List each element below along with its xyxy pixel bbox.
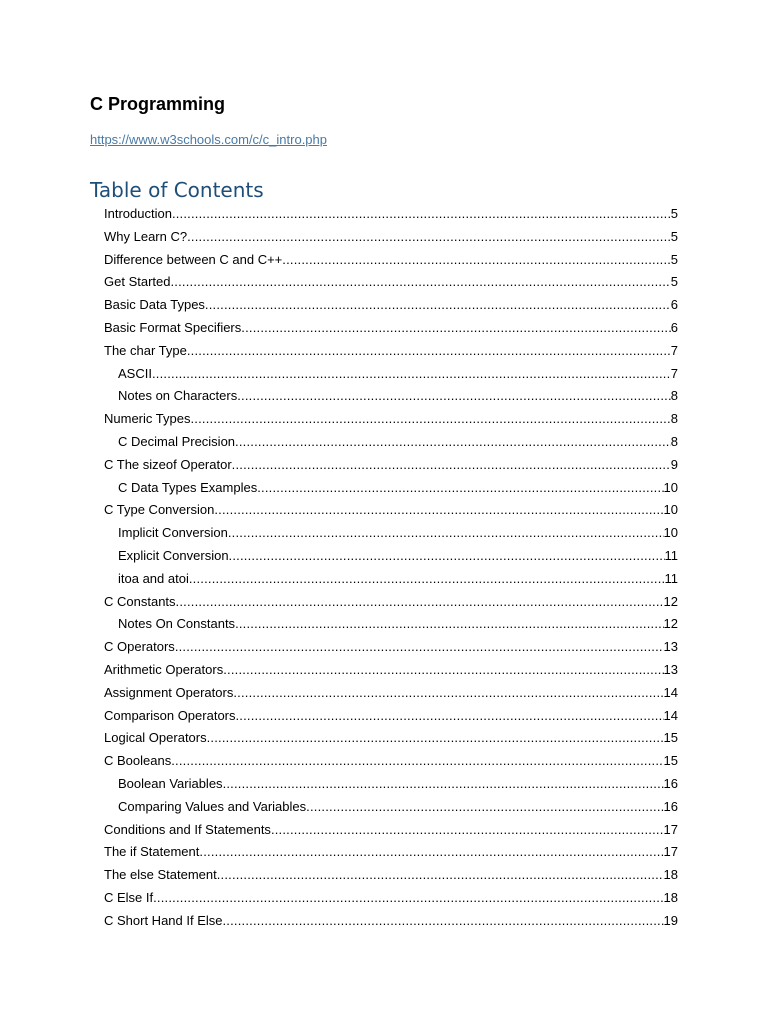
toc-dot-leader <box>229 545 665 568</box>
toc-entry-page-number: 6 <box>670 297 678 313</box>
toc-entry[interactable] <box>104 887 678 910</box>
toc-entry-page-number: 8 <box>670 411 678 427</box>
toc-dot-leader <box>176 591 664 614</box>
toc-entry-label: Why Learn C? <box>104 228 188 244</box>
toc-dot-leader <box>187 340 671 363</box>
toc-entry-label: The char Type <box>104 342 187 358</box>
toc-dot-leader <box>189 568 665 591</box>
toc-entry-label: Numeric Types <box>104 411 191 427</box>
toc-dot-leader <box>175 636 664 659</box>
toc-entry[interactable] <box>104 340 678 363</box>
toc-entry-page-number: 12 <box>663 593 678 609</box>
toc-dot-leader <box>257 477 663 500</box>
toc-entry-page-number: 9 <box>670 456 678 472</box>
toc-entry-label: Boolean Variables <box>118 775 223 791</box>
toc-entry-page-number: 14 <box>663 707 678 723</box>
toc-dot-leader <box>214 499 663 522</box>
toc-entry-label: C Operators <box>104 639 175 655</box>
toc-entry[interactable] <box>104 408 678 431</box>
toc-dot-leader <box>172 203 671 226</box>
toc-entry-page-number: 17 <box>663 844 678 860</box>
toc-entry-page-number: 11 <box>664 547 678 563</box>
toc-entry[interactable] <box>104 819 678 842</box>
toc-entry-label: Introduction <box>104 206 172 221</box>
toc-entry[interactable] <box>104 249 678 272</box>
toc-dot-leader <box>232 454 671 477</box>
toc-entry[interactable] <box>104 363 678 386</box>
toc-entry-label: C Short Hand If Else <box>104 912 223 928</box>
toc-entry-label: C The sizeof Operator <box>104 456 232 472</box>
toc-entry-page-number: 8 <box>670 433 678 449</box>
toc-entry-label: Conditions and If Statements <box>104 821 271 837</box>
toc-entry[interactable] <box>104 317 678 340</box>
toc-entry[interactable] <box>104 522 678 545</box>
toc-entry-page-number: 18 <box>663 889 678 905</box>
toc-entry[interactable] <box>104 841 678 864</box>
toc-dot-leader <box>233 682 663 705</box>
toc-entry[interactable] <box>104 568 678 591</box>
toc-entry[interactable] <box>104 545 678 568</box>
toc-entry-label: Assignment Operators <box>104 684 234 700</box>
toc-dot-leader <box>199 841 663 864</box>
toc-entry-label: Notes On Constants <box>118 616 236 632</box>
toc-entry-page-number: 5 <box>670 228 678 244</box>
toc-entry-page-number: 19 <box>663 912 678 928</box>
toc-dot-leader <box>235 613 663 636</box>
toc-entry-label: Basic Data Types <box>104 297 205 313</box>
toc-dot-leader <box>205 294 671 317</box>
table-of-contents <box>104 203 678 933</box>
toc-entry-label: Comparison Operators <box>104 707 236 723</box>
toc-entry-page-number: 6 <box>670 319 678 335</box>
toc-heading: Table of Contents <box>90 178 264 202</box>
toc-dot-leader <box>223 773 664 796</box>
toc-dot-leader <box>306 796 663 819</box>
toc-entry[interactable] <box>104 636 678 659</box>
toc-entry[interactable] <box>104 294 678 317</box>
toc-dot-leader <box>190 408 670 431</box>
toc-entry[interactable] <box>104 203 678 226</box>
toc-entry[interactable] <box>104 864 678 887</box>
toc-entry-label: C Decimal Precision <box>118 433 236 449</box>
toc-entry[interactable] <box>104 385 678 408</box>
toc-entry-page-number: 5 <box>670 206 678 221</box>
toc-entry[interactable] <box>104 659 678 682</box>
toc-entry-label: C Constants <box>104 593 176 609</box>
toc-entry-label: The if Statement <box>104 844 200 860</box>
toc-dot-leader <box>187 226 671 249</box>
toc-entry-label: Implicit Conversion <box>118 525 228 541</box>
toc-entry-page-number: 8 <box>670 388 678 404</box>
toc-dot-leader <box>223 910 664 933</box>
toc-entry-label: C Else If <box>104 889 154 905</box>
toc-dot-leader <box>271 819 664 842</box>
toc-entry-page-number: 13 <box>663 639 678 655</box>
toc-entry[interactable] <box>104 773 678 796</box>
toc-entry-label: Get Started <box>104 274 171 290</box>
toc-entry-page-number: 12 <box>663 616 678 632</box>
toc-dot-leader <box>236 705 664 728</box>
toc-entry-page-number: 18 <box>663 867 678 883</box>
toc-dot-leader <box>282 249 671 272</box>
toc-entry-label: C Data Types Examples <box>118 479 258 495</box>
toc-dot-leader <box>207 727 664 750</box>
source-url-link[interactable]: https://www.w3schools.com/c/c_intro.php <box>90 132 327 147</box>
toc-entry[interactable] <box>104 613 678 636</box>
toc-dot-leader <box>241 317 671 340</box>
toc-entry-page-number: 10 <box>663 479 678 495</box>
toc-dot-leader <box>237 385 671 408</box>
toc-entry[interactable] <box>104 499 678 522</box>
toc-entry-page-number: 10 <box>663 502 678 518</box>
toc-entry-page-number: 5 <box>670 274 678 290</box>
toc-entry-label: C Type Conversion <box>104 502 215 518</box>
toc-entry[interactable] <box>104 591 678 614</box>
toc-entry-page-number: 7 <box>670 342 678 358</box>
toc-dot-leader <box>170 271 670 294</box>
toc-entry-page-number: 7 <box>670 365 678 381</box>
toc-entry-label: Basic Format Specifiers <box>104 319 242 335</box>
toc-dot-leader <box>235 431 671 454</box>
toc-entry-label: Explicit Conversion <box>118 547 229 563</box>
toc-entry-label: Arithmetic Operators <box>104 661 224 677</box>
toc-entry-label: ASCII <box>118 365 152 381</box>
toc-dot-leader <box>217 864 664 887</box>
toc-dot-leader <box>153 887 663 910</box>
document-title: C Programming <box>90 94 226 114</box>
toc-entry[interactable] <box>104 910 678 933</box>
toc-entry-page-number: 16 <box>663 798 678 814</box>
toc-entry[interactable] <box>104 477 678 500</box>
toc-dot-leader <box>171 750 663 773</box>
toc-entry[interactable] <box>104 431 678 454</box>
toc-entry[interactable] <box>104 226 678 249</box>
toc-entry[interactable] <box>104 750 678 773</box>
toc-entry-page-number: 15 <box>663 753 678 769</box>
toc-entry[interactable] <box>104 705 678 728</box>
toc-entry[interactable] <box>104 271 678 294</box>
toc-dot-leader <box>223 659 663 682</box>
toc-entry[interactable] <box>104 682 678 705</box>
toc-entry[interactable] <box>104 727 678 750</box>
toc-entry[interactable] <box>104 796 678 819</box>
toc-entry-page-number: 10 <box>663 525 678 541</box>
toc-entry-label: Difference between C and C++ <box>104 251 283 267</box>
toc-entry[interactable] <box>104 454 678 477</box>
toc-entry-label: The else Statement <box>104 867 217 883</box>
toc-entry-page-number: 5 <box>670 251 678 267</box>
toc-entry-label: itoa and atoi <box>118 570 189 586</box>
toc-entry-label: C Booleans <box>104 753 172 769</box>
toc-entry-page-number: 14 <box>663 684 678 700</box>
toc-entry-label: Logical Operators <box>104 730 207 746</box>
toc-entry-page-number: 15 <box>663 730 678 746</box>
toc-entry-label: Comparing Values and Variables <box>118 798 307 814</box>
toc-entry-page-number: 11 <box>664 570 678 586</box>
toc-entry-label: Notes on Characters <box>118 388 238 404</box>
toc-entry-page-number: 17 <box>663 821 678 837</box>
toc-entry-page-number: 16 <box>663 775 678 791</box>
toc-entry-page-number: 13 <box>663 661 678 677</box>
toc-dot-leader <box>152 363 671 386</box>
toc-dot-leader <box>228 522 664 545</box>
